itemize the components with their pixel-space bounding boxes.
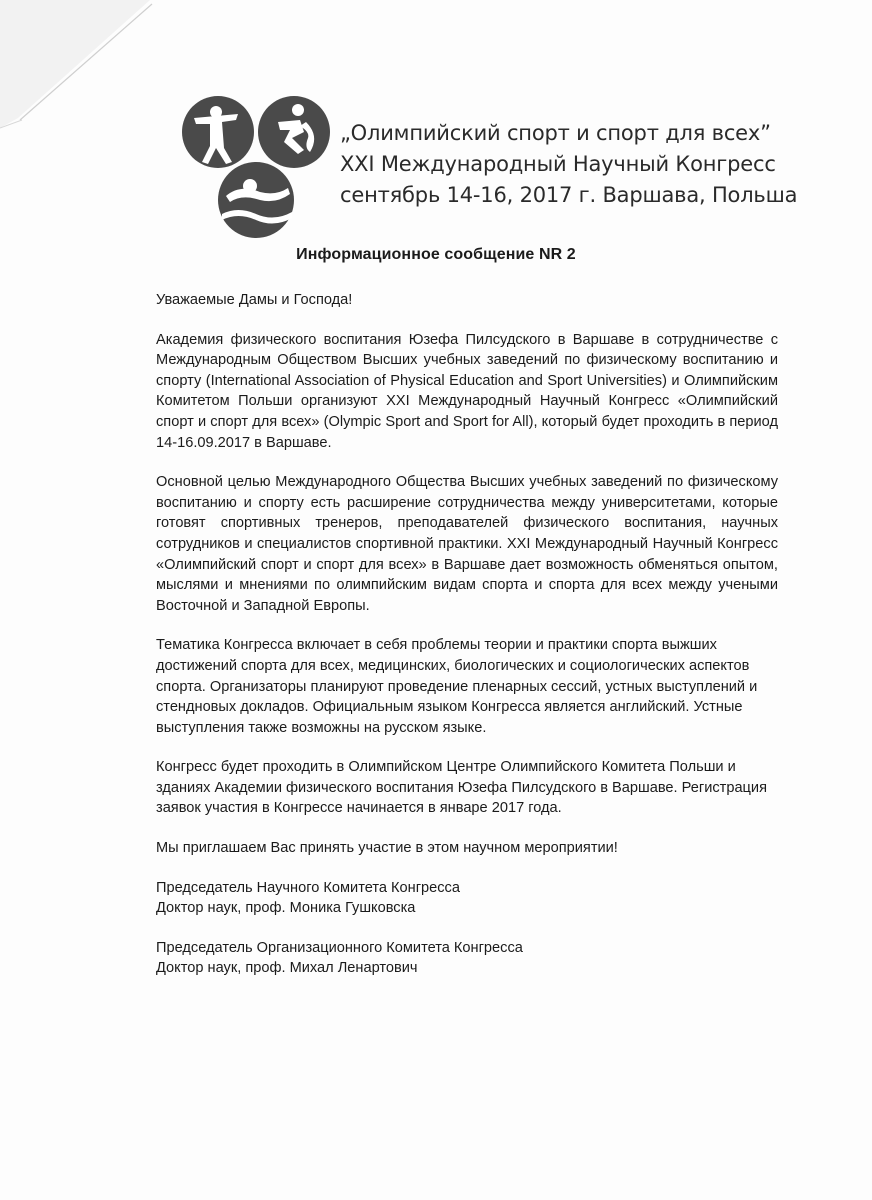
signature-name: Доктор наук, проф. Михал Ленартович: [156, 960, 418, 977]
paragraph: Тематика Конгресса включает в себя проблемы теории и практики спорта выжших достижений спорта для всех, медицинских, биологических и социологических аспектов спорта. Организаторы планируют проведение пленарных сессий, устных выступлений и стендновых докладов. Официальным языком Конгресса является английский. Устные выступления также возможны на русском языке.: [156, 637, 758, 736]
congress-date-location: сентябрь 14-16, 2017 г. Варшава, Польша: [340, 183, 798, 207]
signature-role: Председатель Организационного Комитета Конгресса: [156, 939, 523, 956]
congress-name: „Олимпийский спорт и спорт для всех”: [340, 121, 771, 145]
congress-header: [340, 118, 798, 211]
signature-block: [156, 938, 778, 979]
olympic-sport-congress-logo-icon: [180, 92, 336, 242]
paragraph: Академия физического воспитания Юзефа Пилсудского в Варшаве в сотрудничестве с Международным Обществом Высших учебных заведений по физическому воспитанию и спорту (International Association of Physical Education and Sport Universities) и Олимпийским Комитетом Польши организуют XXI Международный Научный Конгресс «Олимпийский спорт и спорт для всех» (Olympic Sport and Sport for All), который будет проходить в период 14-16.09.2017 в Варшаве.: [156, 331, 778, 451]
greeting: Уважаемые Дамы и Господа!: [156, 292, 353, 308]
signature-name: Доктор наук, проф. Моника Гушковска: [156, 900, 416, 917]
signature-role: Председатель Научного Комитета Конгресса: [156, 879, 460, 896]
paragraph: Основной целью Международного Общества Высших учебных заведений по физическому воспитанию и спорту есть расширение сотрудничества между университетами, которые готовят спортивных тренеров, преподавателей физического воспитания, научных сотрудников и специалистов спортивной практики. XXI Международный Научный Конгресс «Олимпийский спорт и спорт для всех» в Варшаве дает возможность обменяться опытом, мыслями и мнениями по олимпийским видам спорта и спорта для всех между учеными Восточной и Западной Европы.: [156, 474, 778, 614]
invitation-line: Мы приглашаем Вас принять участие в этом научном мероприятии!: [156, 840, 618, 857]
letter-body: [156, 290, 778, 998]
document-title: Информационное сообщение NR 2: [296, 246, 576, 263]
signature-block: [156, 878, 778, 919]
paragraph: Конгресс будет проходить в Олимпийском Центре Олимпийского Комитета Польши и зданиях Академии физического воспитания Юзефа Пилсудского в Варшаве. Регистрация заявок участия в Конгрессе начинается в январе 2017 года.: [156, 759, 767, 817]
congress-edition: XXI Международный Научный Конгресс: [340, 152, 776, 176]
